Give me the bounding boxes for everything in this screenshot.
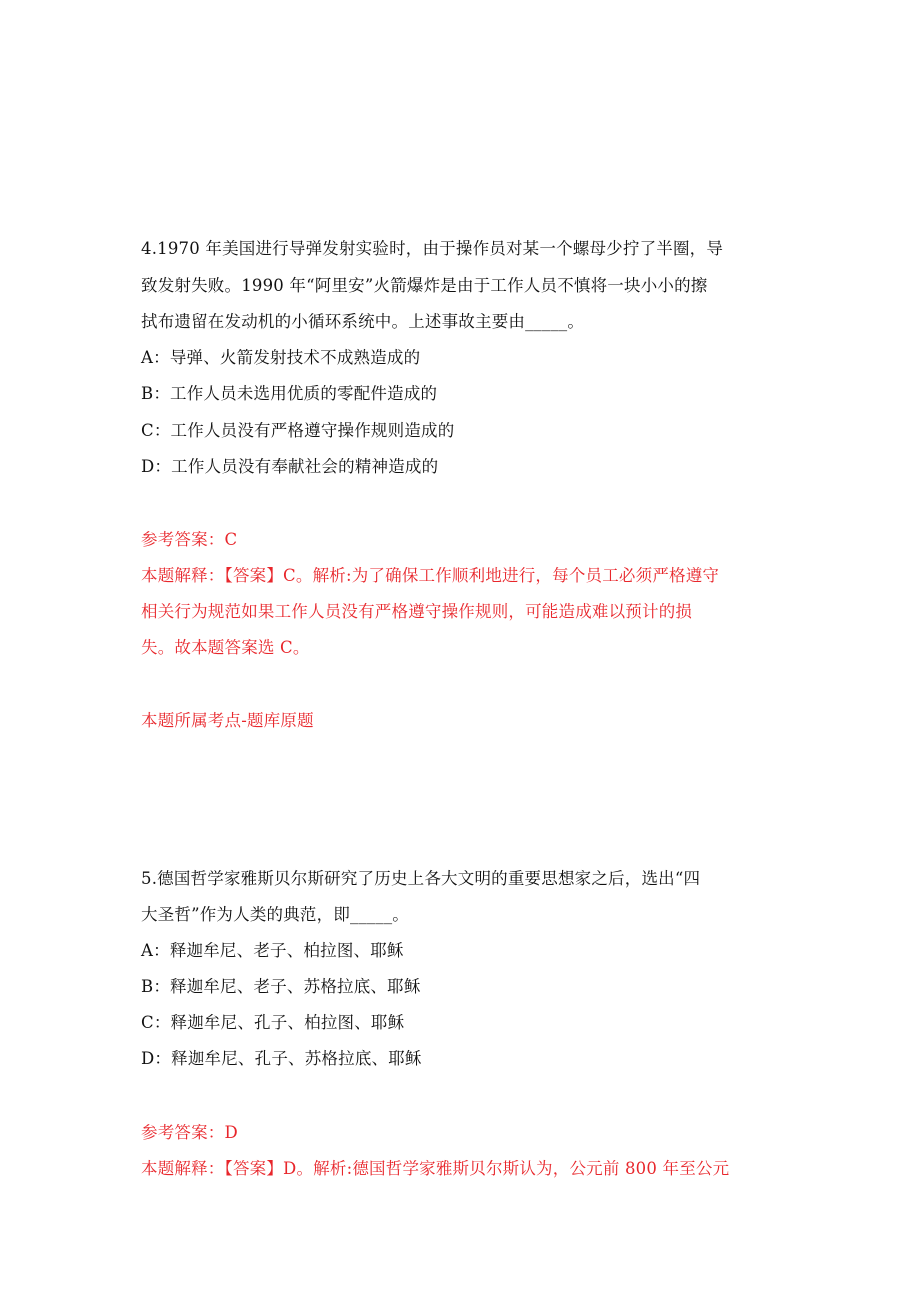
- q5-option-d: D：释迦牟尼、孔子、苏格拉底、耶稣: [141, 1049, 422, 1068]
- q5-stem-line-2: 大圣哲”作为人类的典范，即_____。: [141, 905, 409, 924]
- q4-answer: 参考答案：C: [141, 530, 238, 549]
- q4-source: 本题所属考点-题库原题: [141, 711, 314, 730]
- q4-stem-line-1: 4.1970 年美国进行导弹发射实验时，由于操作员对某一个螺母少拧了半圈，导: [141, 239, 724, 258]
- q4-option-b: B：工作人员未选用优质的零配件造成的: [141, 384, 438, 403]
- q4-option-a: A：导弹、火箭发射技术不成熟造成的: [141, 348, 421, 367]
- q5-option-c: C：释迦牟尼、孔子、柏拉图、耶稣: [141, 1013, 405, 1032]
- q4-stem-line-3: 拭布遗留在发动机的小循环系统中。上述事故主要由_____。: [141, 312, 585, 331]
- q4-stem-line-2: 致发射失败。1990 年“阿里安”火箭爆炸是由于工作人员不慎将一块小小的擦: [141, 276, 708, 295]
- q5-answer: 参考答案：D: [141, 1123, 238, 1142]
- q5-option-a: A：释迦牟尼、老子、柏拉图、耶稣: [141, 941, 404, 960]
- q4-explanation-line-3: 失。故本题答案选 C。: [141, 638, 310, 657]
- q5-explanation-line-1: 本题解释：【答案】D。解析:德国哲学家雅斯贝尔斯认为，公元前 800 年至公元: [141, 1159, 730, 1178]
- q5-option-b: B：释迦牟尼、老子、苏格拉底、耶稣: [141, 977, 421, 996]
- q5-stem-line-1: 5.德国哲学家雅斯贝尔斯研究了历史上各大文明的重要思想家之后，选出“四: [141, 869, 701, 888]
- q4-option-d: D：工作人员没有奉献社会的精神造成的: [141, 457, 439, 476]
- q4-explanation-line-1: 本题解释：【答案】C。解析:为了确保工作顺利地进行，每个员工必须严格遵守: [141, 566, 720, 585]
- q4-option-c: C：工作人员没有严格遵守操作规则造成的: [141, 421, 455, 440]
- q4-explanation-line-2: 相关行为规范如果工作人员没有严格遵守操作规则，可能造成难以预计的损: [141, 602, 693, 621]
